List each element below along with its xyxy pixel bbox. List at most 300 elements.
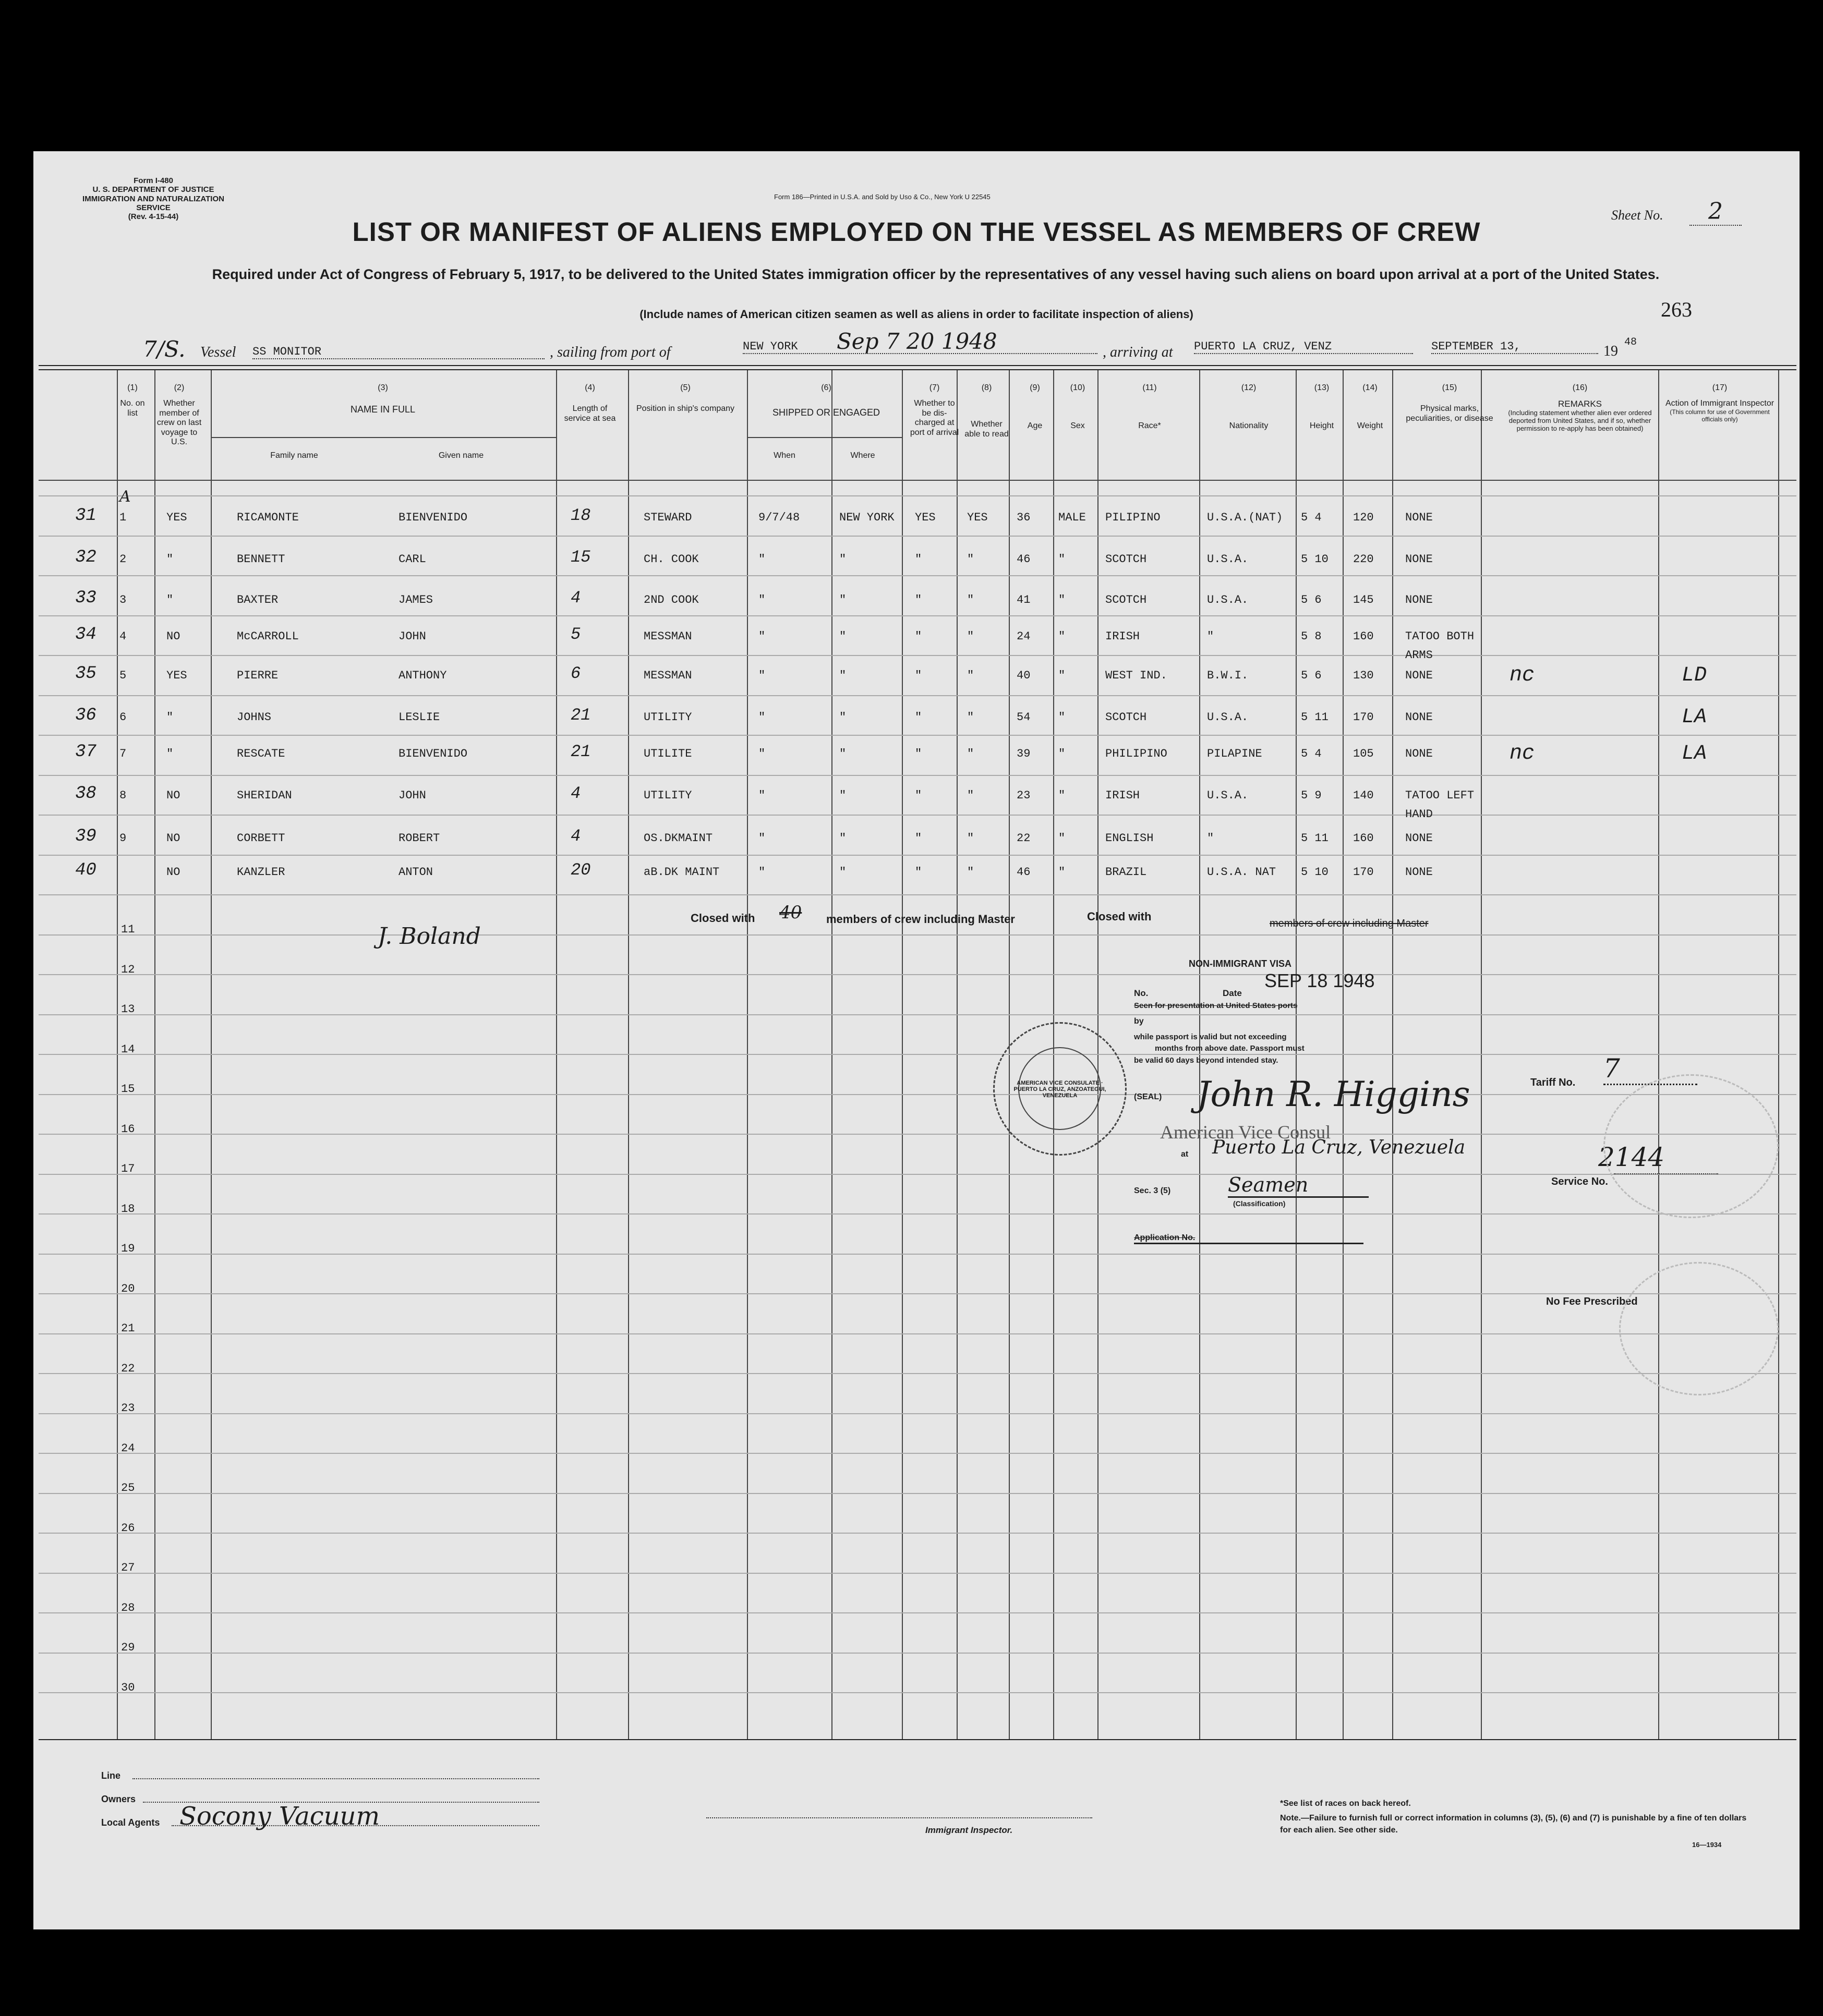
row-number: 26 [121,1521,135,1535]
subtitle: Required under Act of Congress of February 5, 1917, to be delivered to the United States immigration officer by the representatives of any vessel having such aliens on board upon arrival at a port of the United States. [212,266,1660,282]
cell-weight: 105 [1353,747,1374,760]
col5-header: (5) Position in ship's company [636,383,735,414]
cell-action: LA [1682,742,1707,766]
cell-nationality: U.S.A. [1207,553,1249,566]
cell-discharged: " [915,789,922,802]
cell-service: 18 [571,506,591,525]
cell-family: PIERRE [237,669,279,682]
cell-hand-no: 37 [75,742,96,762]
row-number: 15 [121,1083,135,1096]
cell-where: " [839,553,847,566]
cell-nationality: U.S.A. NAT [1207,866,1276,879]
cell-marks: NONE [1405,669,1433,682]
cell-discharged: " [915,866,922,879]
cell-service: 4 [571,588,581,608]
col3-given-header: Given name [438,451,484,460]
cell-read: " [967,553,974,566]
cell-action: LA [1682,706,1707,729]
row-rule [39,974,1796,975]
signature-row11: J. Boland [378,923,481,950]
cell-height: 5 6 [1301,593,1322,606]
vessel-label: Vessel [200,344,236,360]
row-rule [39,655,1796,656]
cell-race: PILIPINO [1105,511,1161,524]
cell-height: 5 4 [1301,747,1322,760]
col4-header: (4) Length of service at sea [564,383,616,423]
cell-family: SHERIDAN [237,789,292,802]
cell-where: " [839,866,847,879]
cell-sex: " [1058,789,1066,802]
cell-family: BAXTER [237,593,279,606]
cell-sex: " [1058,553,1066,566]
cell-where: " [839,747,847,760]
cell-service: 21 [571,706,591,725]
row-rule [39,735,1796,736]
cell-last: YES [166,511,187,524]
service-label: Service No. [1551,1176,1608,1187]
cell-given: JAMES [399,593,433,606]
cell-when: " [758,630,766,643]
row-rule [39,1413,1796,1414]
cell-discharged: " [915,553,922,566]
col10-header: (10) Sex [1070,383,1085,431]
closed-with-label: Closed with [691,912,755,925]
cell-marks-2: ARMS [1405,649,1433,662]
visa-title: NON-IMMIGRANT VISA [1189,958,1291,969]
agents-label: Local Agents [101,1817,160,1828]
cell-read: " [967,832,974,845]
visa-at-label: at [1181,1150,1189,1159]
row-number: 18 [121,1202,135,1216]
visa-by-label: by [1134,1017,1144,1026]
cell-weight: 170 [1353,866,1374,879]
cell-position: UTILITY [644,789,692,802]
row-rule [39,575,1796,576]
cell-service: 21 [571,742,591,761]
row-number: 16 [121,1122,135,1136]
cell-nationality: PILAPINE [1207,747,1262,760]
cell-when: " [758,866,766,879]
cell-race: WEST IND. [1105,669,1167,682]
cell-weight: 160 [1353,832,1374,845]
cell-given: ANTHONY [399,669,447,682]
cell-hand-no: 36 [75,706,96,725]
cell-sex: " [1058,747,1066,760]
cell-read: " [967,669,974,682]
agents-value: Socony Vacuum [179,1802,380,1831]
cell-marks: NONE [1405,593,1433,606]
cell-family: CORBETT [237,832,285,845]
row-number: 29 [121,1641,135,1654]
cell-action: LD [1682,664,1707,687]
race-note: *See list of races on back hereof. [1280,1799,1411,1808]
cell-where: NEW YORK [839,511,895,524]
cell-weight: 145 [1353,593,1374,606]
cell-given: BIENVENIDO [399,511,468,524]
cell-discharged: " [915,711,922,724]
cell-hand-no: 34 [75,625,96,645]
row-rule [39,615,1796,616]
cell-hand-no: 40 [75,860,96,880]
sheet-number: 2 [1689,198,1742,226]
visa-line1: Seen for presentation at United States ports [1134,1001,1298,1010]
cell-read: " [967,711,974,724]
cell-age: 46 [1017,866,1031,879]
cell-sex: MALE [1058,511,1086,524]
row-rule [39,1174,1796,1175]
cell-discharged: YES [915,511,936,524]
row-rule [39,695,1796,696]
cell-read: YES [967,511,988,524]
cell-height: 5 4 [1301,511,1322,524]
cell-discharged: " [915,832,922,845]
cell-age: 40 [1017,669,1031,682]
col6-header: (6) SHIPPED OR ENGAGED [772,383,880,418]
cell-where: " [839,711,847,724]
visa-date: SEP 18 1948 [1264,970,1375,991]
cell-height: 5 10 [1301,866,1329,879]
cell-age: 46 [1017,553,1031,566]
row-number: 12 [121,963,135,976]
cell-position: UTILITY [644,711,692,724]
cell-read: " [967,747,974,760]
consul-signature: John R. Higgins [1197,1074,1470,1114]
row-number: 19 [121,1242,135,1255]
note-line: (Include names of American citizen seamen as well as aliens in order to facilitate inspection of aliens) [639,308,1193,321]
cell-remarks: nc [1510,742,1535,766]
cell-weight: 220 [1353,553,1374,566]
row-rule [39,495,1796,496]
table-top-rule [39,365,1796,366]
cell-where: " [839,789,847,802]
cell-family: McCARROLL [237,630,299,643]
col8-header: (8) Whether able to read [964,383,1009,439]
year-value: 48 [1624,336,1637,348]
cell-read: " [967,630,974,643]
row-a-mark: A [119,488,131,506]
visa-classification: Seamen [1228,1173,1369,1198]
table-bottom-rule [39,1739,1796,1740]
row-rule [39,1054,1796,1055]
visa-place: Puerto La Cruz, Venezuela [1212,1137,1466,1158]
cell-sex: " [1058,866,1066,879]
row-number: 21 [121,1322,135,1335]
cell-discharged: " [915,593,922,606]
consulate-seal-icon [993,1022,1127,1156]
cell-read: " [967,866,974,879]
cell-position: CH. COOK [644,553,699,566]
cell-no: 1 [119,511,127,524]
form-number: Form I-480 [134,176,173,185]
closed-suffix-2: members of crew including Master [1270,918,1429,929]
cell-family: RICAMONTE [237,511,299,524]
row-number: 25 [121,1481,135,1495]
cell-family: RESCATE [237,747,285,760]
arriving-port: PUERTO LA CRUZ, VENZ [1194,340,1413,354]
col17-header: (17) Action of Immigrant Inspector (This column for use of Government officials only) [1665,383,1774,423]
cell-sex: " [1058,669,1066,682]
row-rule [39,894,1796,895]
row-rule [39,855,1796,856]
cell-no: 8 [119,789,127,802]
service-value: 2144 [1598,1142,1665,1172]
cell-age: 24 [1017,630,1031,643]
sailing-label: , sailing from port of [550,344,671,360]
cell-given: JOHN [399,630,426,643]
cell-height: 5 11 [1301,711,1329,724]
cell-height: 5 11 [1301,832,1329,845]
col1-header: (1) No. on list [120,383,145,418]
cell-given: ANTON [399,866,433,879]
cell-nationality: U.S.A. [1207,711,1249,724]
inspector-label: Immigrant Inspector. [925,1825,1013,1835]
cell-when: " [758,832,766,845]
service-name: IMMIGRATION AND NATURALIZATION SERVICE [82,194,224,212]
cell-hand-no: 35 [75,664,96,684]
col6-when-header: When [774,451,795,460]
tariff-label: Tariff No. [1530,1077,1576,1088]
cell-given: BIENVENIDO [399,747,468,760]
page-title: LIST OR MANIFEST OF ALIENS EMPLOYED ON THE VESSEL AS MEMBERS OF CREW [352,217,1481,247]
cell-age: 54 [1017,711,1031,724]
agents-field [172,1825,539,1826]
cell-position: OS.DKMAINT [644,832,713,845]
cell-weight: 160 [1353,630,1374,643]
cell-nationality: U.S.A. [1207,789,1249,802]
cell-height: 5 9 [1301,789,1322,802]
visa-application: Application No. [1134,1233,1363,1244]
vessel-name: SS MONITOR [252,345,545,359]
row-rule [39,1213,1796,1215]
owners-label: Owners [101,1794,136,1804]
arriving-label: , arriving at [1103,344,1173,360]
cell-no: 3 [119,593,127,606]
voyage-prefix: 7/S. [143,336,186,362]
cell-no: 6 [119,711,127,724]
cell-when: " [758,747,766,760]
cell-given: JOHN [399,789,426,802]
subheader-rule [211,437,556,438]
col6-where-header: Where [850,451,875,460]
header-rule [39,480,1796,481]
cell-service: 20 [571,860,591,880]
tariff-value: 7 [1603,1053,1697,1085]
cell-last: YES [166,669,187,682]
cell-hand-no: 31 [75,506,96,526]
cell-service: 4 [571,827,581,846]
cell-service: 4 [571,784,581,803]
sailing-port: NEW YORK [743,340,1097,354]
row-rule [39,536,1796,537]
visa-seal-label: (SEAL) [1134,1092,1162,1101]
cell-marks: NONE [1405,711,1433,724]
cell-service: 5 [571,625,581,644]
subheader-rule [747,437,902,438]
cell-age: 41 [1017,593,1031,606]
cell-age: 39 [1017,747,1031,760]
col9-header: (9) Age [1027,383,1043,431]
cell-no: 5 [119,669,127,682]
cell-service: 6 [571,664,581,683]
closed-count: 40 [779,902,802,923]
cell-where: " [839,832,847,845]
line-field [132,1778,539,1779]
revision: (Rev. 4-15-44) [128,212,179,221]
cell-no: 7 [119,747,127,760]
cell-position: MESSMAN [644,669,692,682]
visa-no-label: No. [1134,988,1149,998]
cell-race: PHILIPINO [1105,747,1167,760]
cell-race: ENGLISH [1105,832,1154,845]
col3-family-header: Family name [270,451,318,460]
cell-race: SCOTCH [1105,593,1147,606]
row-rule [39,1094,1796,1095]
col2-header: (2) Whether member of crew on last voyage to U.S. [156,383,202,446]
cell-hand-no: 32 [75,548,96,567]
row-rule [39,1653,1796,1654]
row-rule [39,1493,1796,1494]
row-rule [39,815,1796,816]
cell-race: IRISH [1105,789,1140,802]
cell-remarks: nc [1510,664,1535,687]
row-rule [39,1373,1796,1374]
cell-weight: 120 [1353,511,1374,524]
row-number: 30 [121,1681,135,1694]
no-fee-label: No Fee Prescribed [1546,1296,1638,1307]
department: U. S. DEPARTMENT OF JUSTICE [92,185,214,195]
row-number: 23 [121,1402,135,1415]
cell-sex: " [1058,593,1066,606]
cell-given: ROBERT [399,832,440,845]
cell-marks: TATOO LEFT [1405,789,1475,802]
cell-when: " [758,789,766,802]
cell-last: " [166,593,174,606]
row-number: 22 [121,1362,135,1375]
col11-header: (11) Race* [1138,383,1161,431]
cell-no: 2 [119,553,127,566]
cell-weight: 170 [1353,711,1374,724]
cell-where: " [839,593,847,606]
inspector-field [706,1817,1092,1818]
consul-title: American Vice Consul [1160,1122,1331,1143]
cell-where: " [839,669,847,682]
stamp-number: 263 [1661,298,1692,321]
cell-marks: TATOO BOTH [1405,630,1475,643]
cell-nationality: U.S.A.(NAT) [1207,511,1283,524]
row-rule [39,1293,1796,1294]
cell-last: " [166,711,174,724]
row-rule [39,1254,1796,1255]
col14-header: (14) Weight [1357,383,1383,431]
closed-suffix: members of crew including Master [826,913,1015,926]
row-rule [39,1573,1796,1574]
sheet-label: Sheet No. [1611,208,1663,223]
cell-read: " [967,593,974,606]
col15-header: (15) Physical marks, peculiarities, or disease [1406,383,1493,423]
cell-read: " [967,789,974,802]
line-label: Line [101,1770,121,1781]
printer-line: Form 186—Printed in U.S.A. and Sold by Uso & Co., New York U 22545 [774,193,991,201]
cell-family: BENNETT [237,553,285,566]
cell-sex: " [1058,711,1066,724]
cell-age: 36 [1017,511,1031,524]
cell-sex: " [1058,832,1066,845]
form-code: 16—1934 [1692,1841,1722,1849]
cell-when: " [758,553,766,566]
cell-age: 23 [1017,789,1031,802]
manifest-sheet [33,151,1800,1929]
row-number: 17 [121,1162,135,1175]
cell-nationality: B.W.I. [1207,669,1249,682]
cell-race: IRISH [1105,630,1140,643]
row-rule [39,1612,1796,1613]
cell-no: 9 [119,832,127,845]
cell-nationality: " [1207,630,1214,643]
cell-when: 9/7/48 [758,511,800,524]
cell-family: KANZLER [237,866,285,879]
cell-position: aB.DK MAINT [644,866,720,879]
visa-class-label: (Classification) [1233,1199,1286,1208]
cell-service: 15 [571,548,591,567]
cell-marks: NONE [1405,832,1433,845]
cell-marks: NONE [1405,511,1433,524]
col13-header: (13) Height [1309,383,1334,431]
sailing-date-hand: Sep 7 20 1948 [837,329,997,354]
cell-last: NO [166,789,180,802]
fee-stamp-ring-2 [1619,1262,1779,1395]
visa-line2: while passport is valid but not exceeding [1134,1033,1287,1041]
footer-note: Note.—Failure to furnish full or correct information in columns (3), (5), (6) and (7) is punishable by a fine of ten dollars for each alien. See other side. [1280,1814,1747,1835]
cell-position: MESSMAN [644,630,692,643]
cell-race: BRAZIL [1105,866,1147,879]
cell-marks: NONE [1405,747,1433,760]
cell-last: " [166,747,174,760]
row-rule [39,934,1796,936]
cell-marks: NONE [1405,866,1433,879]
cell-position: 2ND COOK [644,593,699,606]
cell-sex: " [1058,630,1066,643]
row-rule [39,775,1796,776]
row-number: 24 [121,1441,135,1455]
row-rule [39,1533,1796,1534]
cell-family: JOHNS [237,711,272,724]
cell-nationality: U.S.A. [1207,593,1249,606]
col7-header: (7) Whether to be dis-charged at port of arrival [910,383,959,437]
row-number: 20 [121,1282,135,1295]
cell-weight: 140 [1353,789,1374,802]
cell-race: SCOTCH [1105,553,1147,566]
cell-last: NO [166,832,180,845]
cell-position: STEWARD [644,511,692,524]
cell-hand-no: 33 [75,588,96,608]
cell-hand-no: 38 [75,784,96,804]
col3-header: (3) NAME IN FULL [350,383,416,415]
visa-line3: months from above date. Passport must [1155,1044,1305,1053]
col12-header: (12) Nationality [1229,383,1269,431]
visa-date-label: Date [1223,988,1242,998]
cell-marks: NONE [1405,553,1433,566]
cell-weight: 130 [1353,669,1374,682]
cell-race: SCOTCH [1105,711,1147,724]
row-rule [39,1692,1796,1693]
form-block [70,176,237,221]
row-rule [39,1014,1796,1015]
cell-last: NO [166,866,180,879]
cell-where: " [839,630,847,643]
row-number: 13 [121,1003,135,1016]
row-rule [39,1333,1796,1334]
cell-nationality: " [1207,832,1214,845]
